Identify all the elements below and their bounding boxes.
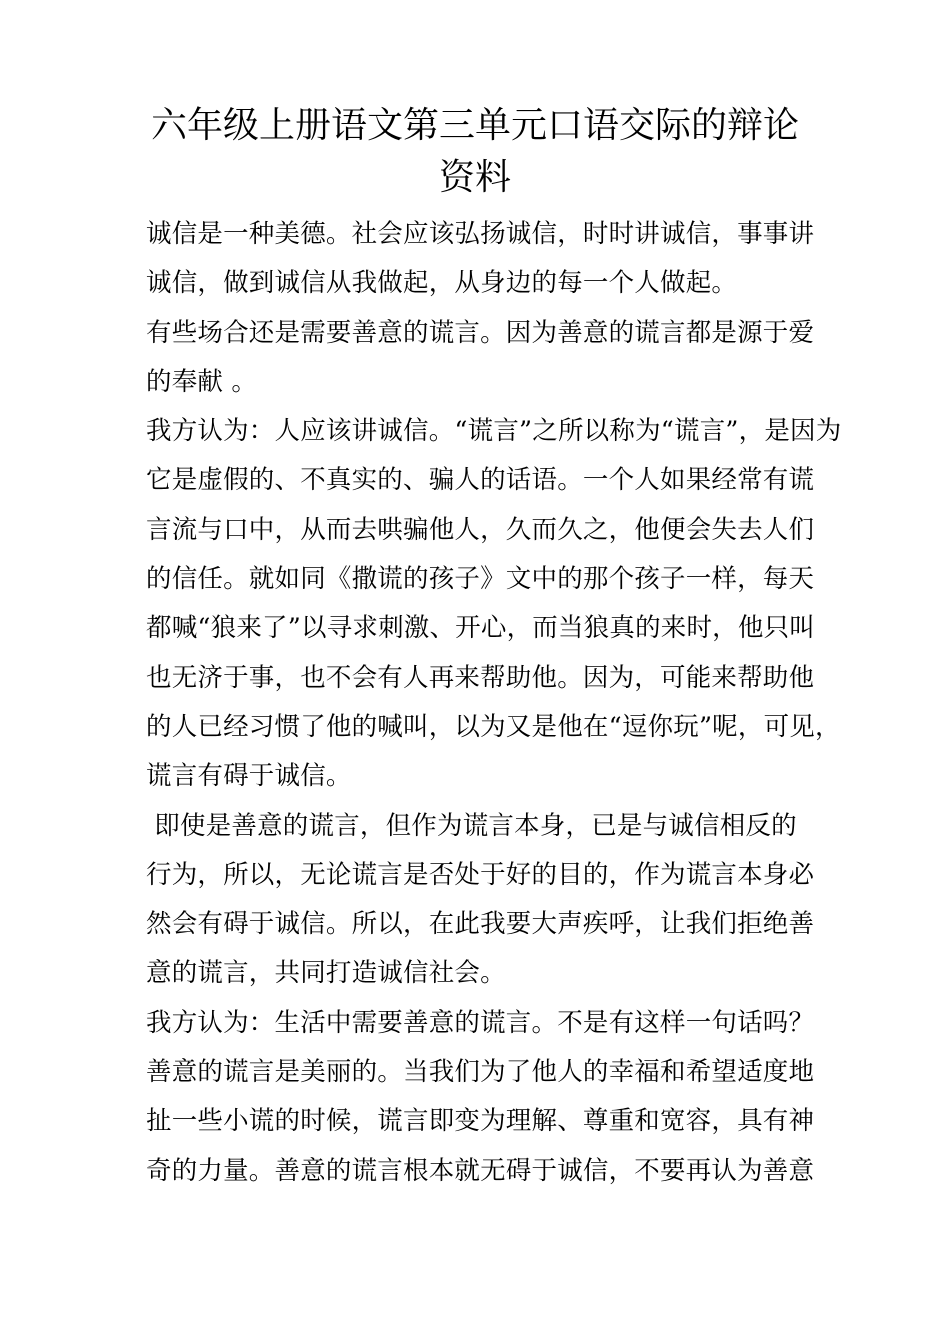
body-line: 的人已经习惯了他的喊叫，以为又是他在“逗你玩”呢，可见， [146, 711, 841, 742]
body-line: 扯一些小谎的时候，谎言即变为理解、尊重和宽容，具有神 [146, 1106, 815, 1137]
document-body [146, 210, 842, 1196]
body-line: 诚信是一种美德。社会应该弘扬诚信，时时讲诚信，事事讲 [146, 219, 815, 249]
body-line: 言流与口中，从而去哄骗他人，久而久之，他便会失去人们 [146, 514, 815, 545]
body-line: 它是虚假的、不真实的、骗人的话语。一个人如果经常有谎 [146, 465, 815, 496]
body-line: 意的谎言，共同打造诚信社会。 [146, 958, 506, 989]
body-line: 行为，所以，无论谎言是否处于好的目的，作为谎言本身必 [146, 859, 815, 890]
body-line: 的奉献 。 [146, 366, 258, 397]
body-line: 奇的力量。善意的谎言根本就无碍于诚信，不要再认为善意 [146, 1155, 815, 1186]
body-line: 我方认为：人应该讲诚信。“谎言”之所以称为“谎言”，是因为 [146, 416, 842, 447]
body-line: 的信任。就如同《撒谎的孩子》文中的那个孩子一样，每天 [146, 564, 815, 595]
body-line: 都喊“狼来了”以寻求刺激、开心，而当狼真的来时，他只叫 [146, 613, 815, 644]
body-line: 善意的谎言是美丽的。当我们为了他人的幸福和希望适度地 [146, 1057, 815, 1088]
title-line-2: 资料 [438, 157, 511, 198]
body-line: 有些场合还是需要善意的谎言。因为善意的谎言都是源于爱 [146, 317, 815, 348]
body-line: 即使是善意的谎言，但作为谎言本身，已是与诚信相反的 [146, 810, 797, 841]
body-line: 我方认为：生活中需要善意的谎言。不是有这样一句话吗？ [146, 1007, 815, 1038]
body-line: 诚信，做到诚信从我做起，从身边的每一个人做起。 [146, 268, 738, 299]
body-line: 然会有碍于诚信。所以，在此我要大声疾呼，让我们拒绝善 [146, 909, 815, 940]
body-line: 谎言有碍于诚信。 [146, 761, 352, 792]
body-line: 也无济于事，也不会有人再来帮助他。因为，可能来帮助他 [146, 662, 815, 693]
title-line-1: 六年级上册语文第三单元口语交际的辩论 [150, 105, 799, 146]
document-title [0, 100, 950, 204]
